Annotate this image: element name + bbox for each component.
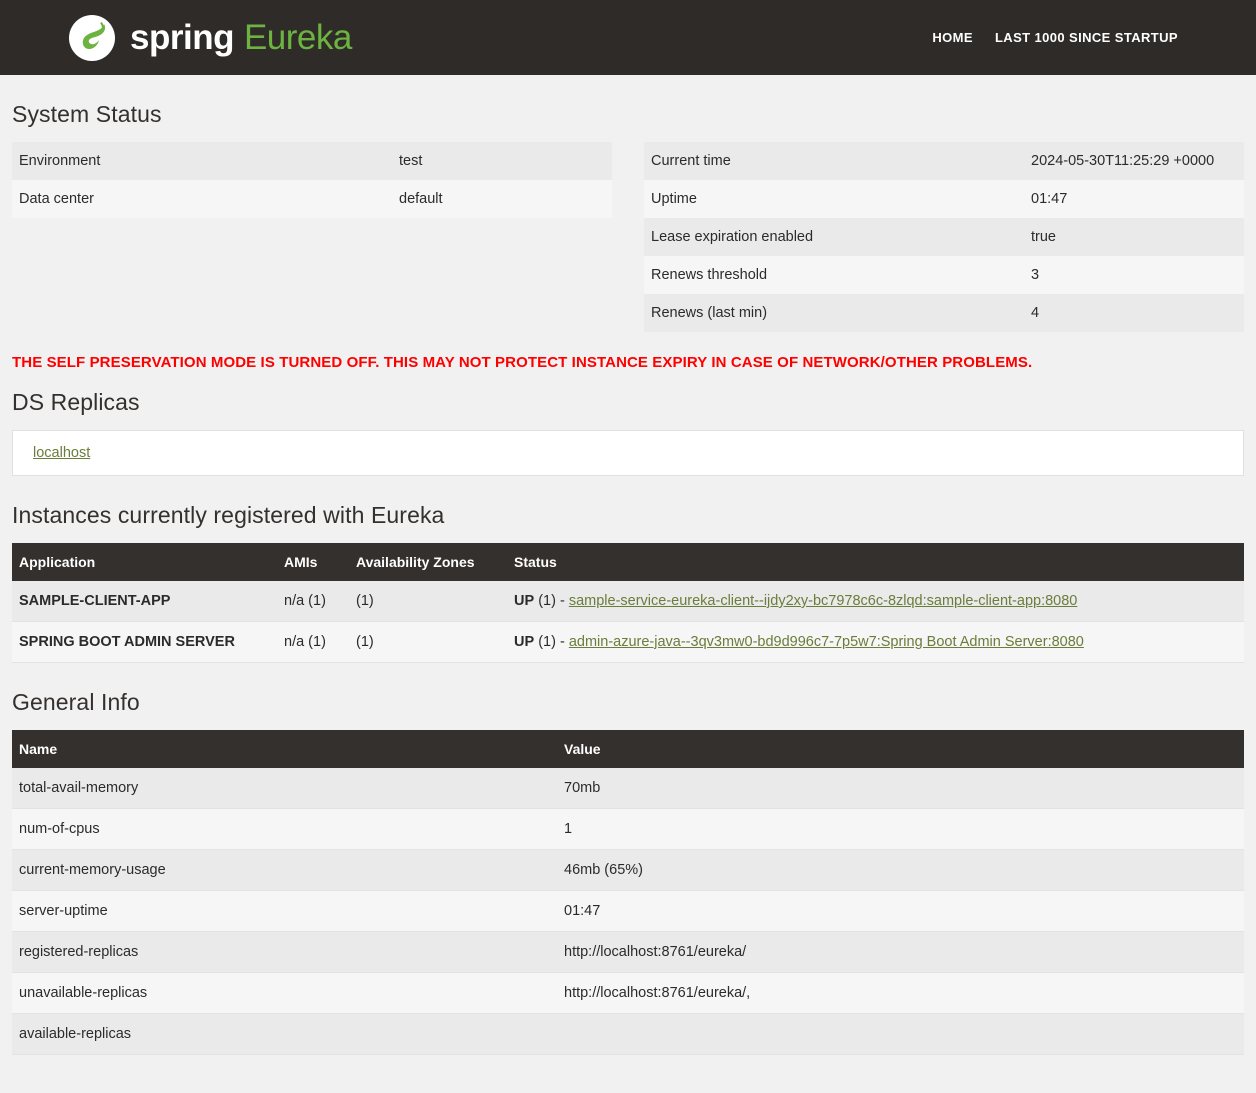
table-row — [12, 850, 1244, 891]
brand-primary-label: spring — [130, 18, 234, 57]
status-count: (1) — [538, 634, 556, 650]
general-info-name: registered-replicas — [12, 932, 557, 973]
table-row — [644, 294, 1244, 332]
general-info-name: num-of-cpus — [12, 809, 557, 850]
general-info-value: http://localhost:8761/eureka/ — [557, 932, 1244, 973]
general-info-value: 70mb — [557, 768, 1244, 809]
instance-amis: n/a (1) — [277, 581, 349, 622]
table-row — [12, 180, 612, 218]
instance-link[interactable]: admin-azure-java--3qv3mw0-bd9d996c7-7p5w7:Spring Boot Admin Server:8080 — [568, 634, 1084, 650]
status-value: default — [399, 191, 443, 207]
nav-link-home[interactable]: HOME — [932, 30, 973, 45]
instance-availability-zones: (1) — [349, 622, 507, 663]
self-preservation-warning: THE SELF PRESERVATION MODE IS TURNED OFF. THIS MAY NOT PROTECT INSTANCE EXPIRY IN CASE OF NETWORK/OTHER PROBLEMS. — [12, 354, 1033, 371]
status-count: (1) — [538, 593, 556, 609]
nav-links — [932, 30, 1178, 45]
column-header-application: Application — [12, 543, 277, 581]
status-value: true — [1031, 229, 1056, 245]
table-row — [644, 256, 1244, 294]
instance-availability-zones: (1) — [349, 581, 507, 622]
table-header-row — [12, 730, 1244, 768]
table-row — [12, 891, 1244, 932]
status-value: 4 — [1031, 305, 1040, 321]
instance-status-cell — [507, 622, 1244, 663]
instance-application-name: SAMPLE-CLIENT-APP — [12, 581, 277, 622]
column-header-amis: AMIs — [277, 543, 349, 581]
general-info-name: unavailable-replicas — [12, 973, 557, 1014]
system-status-tables — [12, 142, 1244, 332]
status-key: Data center — [19, 191, 94, 207]
status-separator: - — [559, 634, 565, 650]
table-row — [12, 1014, 1244, 1055]
status-key: Uptime — [651, 191, 697, 207]
column-header-name: Name — [12, 730, 557, 768]
general-info-value: 01:47 — [557, 891, 1244, 932]
instance-application-name: SPRING BOOT ADMIN SERVER — [12, 622, 277, 663]
status-value: 2024-05-30T11:25:29 +0000 — [1031, 153, 1215, 169]
table-header-row — [12, 543, 1244, 581]
general-info-value: 46mb (65%) — [557, 850, 1244, 891]
instances-heading: Instances currently registered with Eureka — [12, 502, 445, 528]
ds-replica-link-localhost[interactable]: localhost — [33, 445, 91, 461]
status-key: Lease expiration enabled — [651, 229, 814, 245]
system-status-heading: System Status — [12, 101, 162, 127]
general-info-value: http://localhost:8761/eureka/, — [557, 973, 1244, 1014]
status-badge: UP — [514, 634, 535, 650]
instances-table — [12, 543, 1244, 663]
table-row — [644, 218, 1244, 256]
status-badge: UP — [514, 593, 535, 609]
status-value: test — [399, 153, 423, 169]
table-row — [12, 932, 1244, 973]
table-row — [12, 581, 1244, 622]
column-header-value: Value — [557, 730, 1244, 768]
status-key: Environment — [19, 153, 101, 169]
spring-leaf-icon — [68, 14, 116, 62]
table-row — [644, 180, 1244, 218]
table-row — [12, 768, 1244, 809]
status-separator: - — [559, 593, 565, 609]
general-info-name: current-memory-usage — [12, 850, 557, 891]
table-row — [12, 809, 1244, 850]
table-row — [12, 973, 1244, 1014]
instance-link[interactable]: sample-service-eureka-client--ijdy2xy-bc7978c6c-8zlqd:sample-client-app:8080 — [568, 593, 1078, 609]
status-key: Current time — [651, 153, 731, 169]
general-info-name: server-uptime — [12, 891, 557, 932]
system-status-left-table — [12, 142, 612, 332]
table-row — [12, 142, 612, 180]
ds-replicas-list — [12, 430, 1244, 476]
general-info-value: 1 — [557, 809, 1244, 850]
nav-link-last-1000-since-startup[interactable]: LAST 1000 SINCE STARTUP — [994, 30, 1178, 45]
general-info-heading: General Info — [12, 689, 140, 715]
top-navbar — [0, 0, 1256, 75]
column-header-status: Status — [507, 543, 1244, 581]
brand-secondary-label: Eureka — [243, 18, 352, 57]
status-key: Renews threshold — [651, 267, 768, 283]
table-row — [644, 142, 1244, 180]
instance-status-cell — [507, 581, 1244, 622]
status-value: 3 — [1031, 267, 1040, 283]
ds-replicas-heading: DS Replicas — [12, 389, 140, 415]
status-value: 01:47 — [1031, 191, 1068, 207]
brand[interactable] — [68, 14, 352, 62]
table-row — [12, 622, 1244, 663]
system-status-right-table — [644, 142, 1244, 332]
instance-amis: n/a (1) — [277, 622, 349, 663]
general-info-name: total-avail-memory — [12, 768, 557, 809]
general-info-name: available-replicas — [12, 1014, 557, 1055]
general-info-table — [12, 730, 1244, 1055]
status-key: Renews (last min) — [651, 305, 768, 321]
general-info-value — [557, 1014, 1244, 1055]
column-header-availability-zones: Availability Zones — [349, 543, 507, 581]
